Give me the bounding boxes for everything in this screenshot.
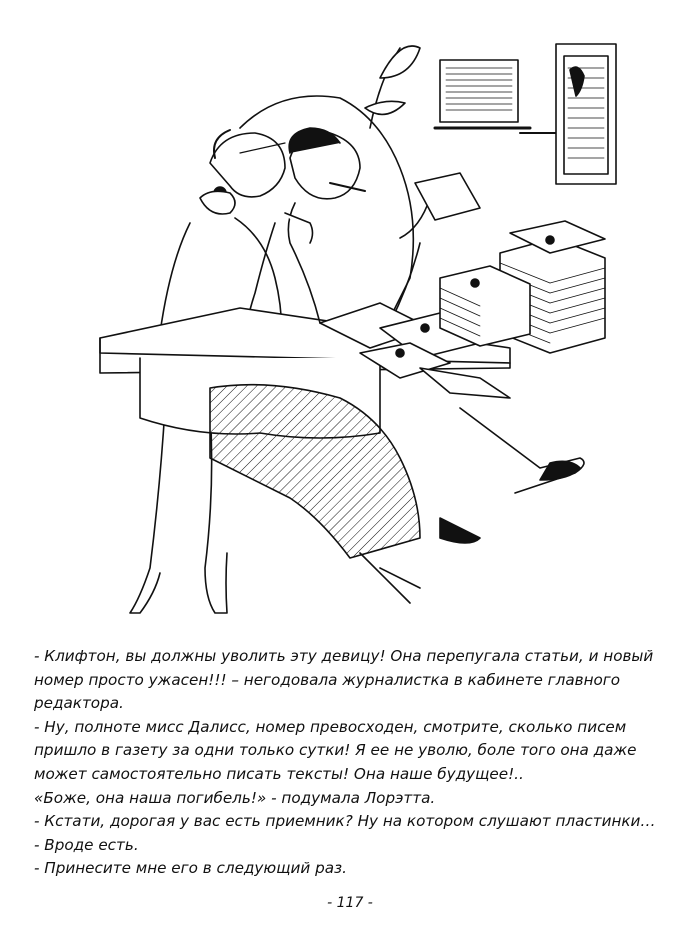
text-line: пришло в газету за одни только сутки! Я ее не уволю, боле того она даже	[34, 741, 637, 760]
office-illustration	[80, 8, 620, 638]
text-line: - Вроде есть.	[34, 835, 139, 854]
office-scene-drawing	[80, 8, 620, 638]
text-line: «Боже, она наша погибель!» - подумала Лорэтта.	[34, 788, 436, 807]
story-text	[34, 645, 674, 881]
wall-shelf	[435, 44, 616, 184]
text-line: редактора.	[34, 694, 124, 713]
text-line: номер просто ужасен!!! – негодовала журналистка в кабинете главного	[34, 670, 621, 689]
paper-stacks	[440, 221, 605, 353]
plant	[365, 46, 420, 128]
text-line: - Принесите мне его в следующий раз.	[34, 859, 347, 878]
text-line: - Ну, полноте мисс Далисс, номер превосходен, смотрите, сколько писем	[34, 717, 627, 736]
text-line: - Кстати, дорогая у вас есть приемник? Ну на котором слушают пластинки…	[34, 812, 656, 831]
page-number: - 117 -	[327, 895, 373, 911]
text-line: - Клифтон, вы должны уволить эту девицу! Она перепугала статьи, и новый	[34, 647, 654, 665]
standing-man	[240, 96, 413, 318]
floor-strokes	[360, 553, 420, 603]
text-line: может самостоятельно писать тексты! Она наше будущее!..	[34, 764, 524, 783]
